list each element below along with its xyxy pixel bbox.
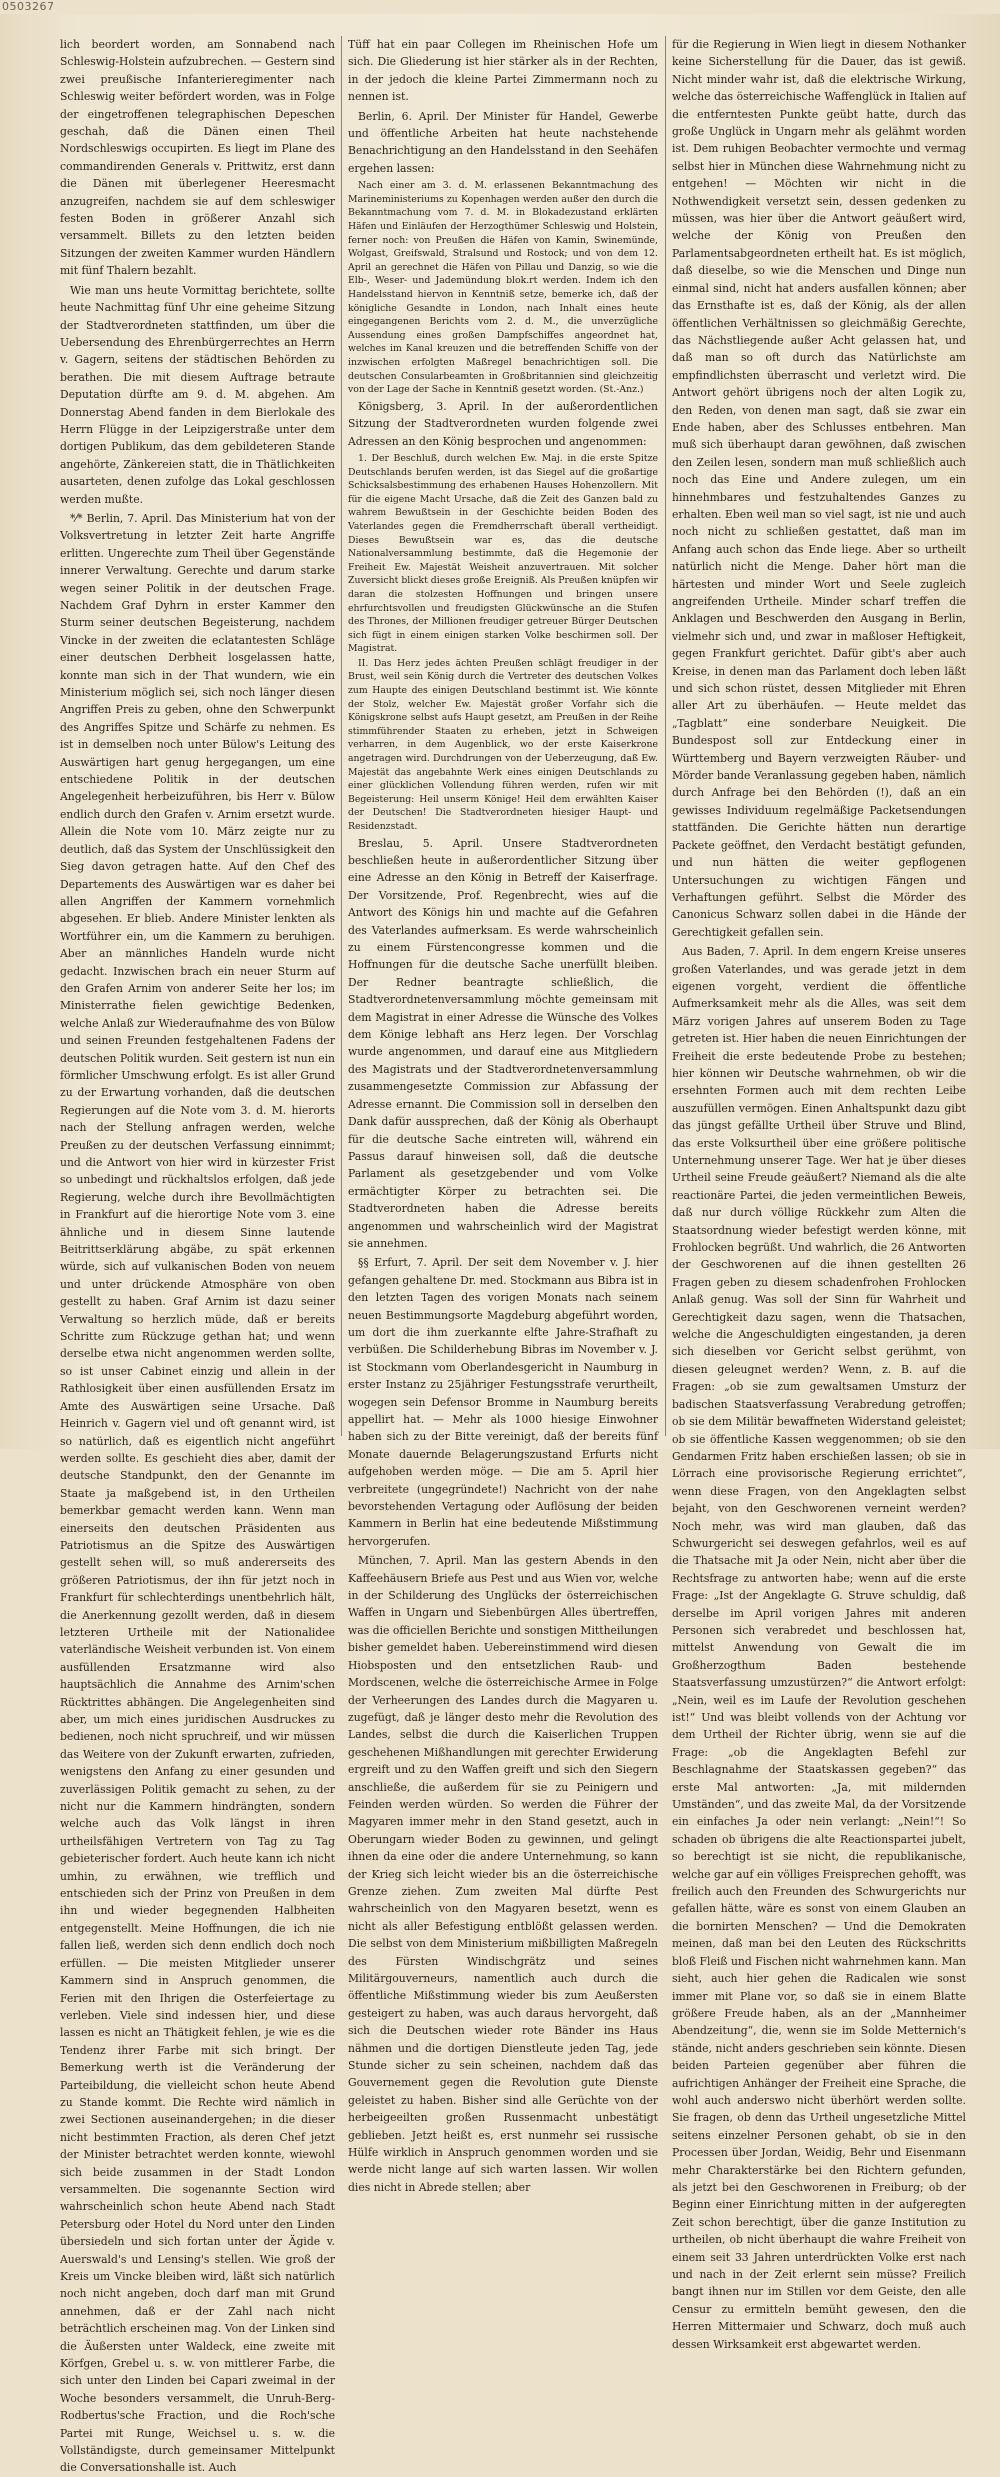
- paragraph: *⁄* Berlin, 7. April. Das Ministerium hat von der Volksvertretung in letzter Zeit harte Angriffe erlitten. Ungerechte zum Theil über Gegenstände innerer Verwaltung. Gerechte und darum starke wegen seiner Politik in der deutschen Frage. Nachdem Graf Dyhrn in erster Kammer den Sturm seiner deutschen Begeisterung, nachdem Vincke in der zweiten die eclatantesten Schläge einer deutschen Derbheit losgelassen hatte, konnte man sich in der That wundern, wie ein Ministerium möglich sei, sich noch länger diesen Angriffen Preis zu geben, ohne den Schwerpunkt des Angriffes Spitze und Schärfe zu nehmen. Es ist in demselben noch unter Bülow's Leitung des Auswärtigen hart genug hergegangen, um eine entschiedene Politik in der deutschen Angelegenheit herbeizuführen, bis Herr v. Bülow endlich durch den Grafen v. Arnim ersetzt wurde. Allein die Note vom 10. März zeigte nur zu deutlich, daß das System der Unschlüssigkeit den Sieg davon getragen hatte. Auf den Chef des Departements des Auswärtigen war es daher bei allen Angriffen der Kammern vornehmlich abgesehen. Er blieb. Andere Minister lenkten als Wortführer ein, um die Kammern zu beruhigen. Aber an männliches Handeln wurde nicht gedacht. Inzwischen brach ein neuer Sturm auf den Grafen Arnim von anderer Seite her los; im Ministerrathe fielen gewichtige Bedenken, welche Anlaß zur Wiederaufnahme des von Bülow und seinen Freunden festgehaltenen Fadens der deutschen Politik wurden. Seit gestern ist nun ein förmlicher Umschwung erfolgt. Es ist aller Grund zu der Erwartung vorhanden, daß die deutschen Regierungen auf die Note vom 3. d. M. hierorts nach der Stellung anfragen werden, welche Preußen zu der deutschen Verfassung einnimmt; und die Antwort von hier wird in kürzester Frist so unbedingt und rückhaltslos erfolgen, daß jede Regierung, welche durch ihre Bevollmächtigten in Frankfurt auf die hierortige Note vom 3. eine ähnliche und in diesem Sinne lautende Beitrittserklärung abgäbe, zu spät erkennen würde, sich auf vulkanischen Boden von neuem und unter drückende Atmosphäre von oben gestellt zu haben. Graf Arnim ist dazu seiner Verwaltung so herzlich müde, daß er bereits Schritte zum Rückzuge gethan hat; und wenn derselbe etwa nicht angenommen werden sollte, so ist unser Cabinet einzig und allein in der Rathlosigkeit über einen ausfüllenden Ersatz im Amte des Auswärtigen seine Ursache. Daß Heinrich v. Gagern viel und oft genannt wird, ist so natürlich, daß es eigentlich nicht angeführt werden sollte. Es geschieht dies aber, damit der deutsche Standpunkt, den der Genannte im Staate ja maßgebend ist, in den Urtheilen bemerkbar gemacht werden kann. Wenn man einerseits den deutschen Präsidenten aus Patriotismus an die Spitze des Auswärtigen gestellt sehen will, so muß andererseits des größeren Patriotismus, der ihn für jetzt noch in Frankfurt für schlechterdings unentbehrlich hält, die Anerkennung gezollt werden, daß in diesem letzteren Urtheile mit der Nationalidee vaterländische Weisheit verbunden ist. Von einem ausfüllenden Ersatzmanne wird also hauptsächlich die Annahme des Arnim'schen Rücktrittes abhängen. Die Angelegenheiten sind aber, um mich eines juridischen Ausdruckes zu bedienen, noch nicht spruchreif, und wir müssen das Weitere von der Zukunft erwarten, zufrieden, wenigstens den Anfang zu einer gesunden und zuverlässigen Politik gemacht zu sehen, zu der nicht nur die Kammern hindrängten, sondern welche auch das Volk längst in ihren urtheilsfähigen Vertretern von Tag zu Tag gebieterischer fordert. Auch heute kann ich nicht umhin, zu erwähnen, wie trefflich und entschieden sich der Prinz von Preußen in dem ihn und wieder begegnenden Halbheiten entgegenstellt. Meine Hoffnungen, die ich nie fallen ließ, werden sich denn endlich doch noch erfüllen. — Die meisten Mitglieder unserer Kammern sind in Anspruch genommen, die Ferien mit den Ihrigen die Osterfeiertage zu verleben. Viele sind indessen hier, und diese lassen es nicht an Thätigkeit fehlen, je wie es die Tendenz ihrer Farbe mit sich bringt. Der Bemerkung werth ist die Veränderung der Parteibildung, die vielleicht schon heute Abend zu Stande kommt. Die Rechte wird nämlich in zwei Sectionen auseinandergehen; in die dieser nicht bestimmten Fraction, als deren Chef jetzt der Minister betrachtet werden konnte, wiewohl sich beide zusammen in der Stadt London versammelten. Die sogenannte Section wird wahrscheinlich schon heute Abend nach Stadt Petersburg oder Hotel du Nord unter den Linden übersiedeln und sich fortan unter der Ägide v. Auerswald's und Lensing's stellen. Wie groß der Kreis um Vincke bleiben wird, läßt sich natürlich noch nicht angeben, doch darf man mit Grund annehmen, daß er der Zahl nach nicht beträchtlich erscheinen mag. Von der Linken sind die Äußersten unter Waldeck, eine zweite mit Körfgen, Grebel u. s. w. von mittlerer Farbe, die sich unter den Linden bei Capari zweimal in der Woche besonders versammelt, die Unruh-Berg-Rodbertus'sche Fraction, und die Roch'sche Partei mit Runge, Weichsel u. s. w. die Vollständigste, durch gemeinsamer Mittelpunkt die Conversationshalle ist. Auch: [60, 511, 335, 2475]
- paragraph: 1. Der Beschluß, durch welchen Ew. Maj. in die erste Spitze Deutschlands berufen werden, ist das Siegel auf die großartige Schicksalsbestimmung des erhabenen Hauses Hohenzollern. Mit für die eigene Macht Ursache, daß die Zeit des Ganzen bald zu wahrem Bewußtsein in der Geschichte beiden Boden des Vaterlandes gegen die Fremdherrschaft überall vertheidigt. Dieses Bewußtsein war es, das die deutsche Nationalversammlung bestimmte, daß die Hegemonie der Freiheit Ew. Majestät Weisheit anzuvertrauen. Mit solcher Zuversicht blickt dieses große Ereigniß. Als Preußen knüpfen wir daran die stolzesten Hoffnungen und bringen unsere ehrfurchtsvollen und freudigsten Glückwünsche an die Stufen des Thrones, der Millionen freudiger getreuer Bürger Deutschen sich fügt in einem einigen starken Volke beschirmen soll. Der Magistrat.: [348, 452, 658, 655]
- paragraph: Berlin, 6. April. Der Minister für Handel, Gewerbe und öffentliche Arbeiten hat heute nachstehende Benachrichtigung an den Handelsstand in den Seehäfen ergehen lassen:: [348, 109, 658, 175]
- column-left: [60, 36, 335, 2475]
- paragraph: Wie man uns heute Vormittag berichtete, sollte heute Nachmittag fünf Uhr eine geheime Sitzung der Stadtverordneten stattfinden, um über die Uebersendung des Ehrenbürgerrechtes an Herrn v. Gagern, seitens der städtischen Behörden zu berathen. Die mit diesem Auftrage betraute Deputation dürfte am 9. d. M. abgehen. Am Donnerstag Abend fanden in dem Bierlokale des Herrn Flügge in der Leipzigerstraße unter dem dortigen Publikum, das dem gebildeteren Stande angehörte, Zänkereien statt, die in Thätlichkeiten ausarteten, denen zufolge das Lokal geschlossen werden mußte.: [60, 283, 335, 506]
- paragraph: lich beordert worden, am Sonnabend nach Schleswig-Holstein aufzubrechen. — Gestern sind zwei preußische Infanterieregimenter nach Schleswig weiter befördert worden, was in Folge der eingetroffenen telegraphischen Depeschen geschah, daß die Dänen einen Theil Nordschleswigs occupirten. Es liegt im Plane des commandirenden Generals v. Prittwitz, erst dann die Dänen mit überlegener Heeresmacht anzugreifen, nachdem sie auf dem schleswiger festen Boden in größerer Anzahl sich versammelt. Billets zu den letzten beiden Sitzungen der zweiten Kammer wurden Händlern mit fünf Thalern bezahlt.: [60, 38, 335, 278]
- column-right: [672, 36, 966, 2351]
- address-texts: [348, 452, 658, 834]
- paragraph: München, 7. April. Man las gestern Abends in den Kaffeehäusern Briefe aus Pest und aus Wien vor, welche in der Schilderung des Unglücks der österreichischen Waffen in Ungarn und Siebenbürgen Alles übertreffen, was die officiellen Berichte und sonstigen Mittheilungen bisher gemeldet haben. Uebereinstimmend wird diesen Hiobsposten und den entsetzlichen Raub- und Mordscenen, welche die österreichische Armee in Folge der Verheerungen des Landes durch die Magyaren u. zugefügt, daß je länger desto mehr die Revolution des Landes, selbst die durch die Kaiserlichen Truppen geschehenen Mißhandlungen mit gerechter Erwiderung ergreift und zu den Waffen greift und sich den Siegern anschließe, die außerdem für sie zu Peinigern und Feinden werden würden. So werden die Führer der Magyaren immer mehr in den Stand gesetzt, auch in Oberungarn wieder Boden zu gewinnen, und gelingt ihnen da eine oder die andere Unternehmung, so kann der Krieg sich leicht wieder bis an die österreichische Grenze ziehen. Zum zweiten Mal dürfte Pest wahrscheinlich von den Magyaren besetzt, wenn es nicht als aller Befestigung entblößt gelassen werden. Die selbst von dem Ministerium mißbilligten Maßregeln des Fürsten Windischgrätz und seines Militärgouverneurs, namentlich auch durch die öffentliche Mißstimmung wieder bis zum Aeußersten gesteigert zu haben, was auch daraus hervorgeht, daß sich die Deutschen wieder rote Bänder ins Haus nähmen und die dortigen Dienstleute jeden Tag, jede Stunde sicher zu sein scheinen, nachdem daß das Gouvernement gegen die Revolution gute Dienste geleistet zu haben. Bisher sind alle Gerüchte von der herbeigeeilten großen Russenmacht unbestätigt geblieben. Jetzt heißt es, erst nunmehr sei russische Hülfe wirklich in Anspruch genommen worden und sie werde nicht lange auf sich warten lassen. Wir wollen dies nicht in Abrede stellen; aber: [348, 1554, 658, 2194]
- paragraph: Aus Baden, 7. April. In dem engern Kreise unseres großen Vaterlandes, und was gerade jetzt in dem eigenen vorgeht, verdient die öffentliche Aufmerksamkeit mehr als die Alles, was seit dem März vorigen Jahres auf unserem Boden zu Tage getreten ist. Hier haben die neuen Einrichtungen der Freiheit die erste bedeutende Probe zu bestehen; hier können wir Deutsche wahrnehmen, ob wir die ersehnten Formen auch mit dem rechten Leibe auszufüllen vermögen. Einen Anhaltspunkt dazu gibt das jüngst gefällte Urtheil über Struve und Blind, das erste Volksurtheil über eine größere politische Unternehmung unserer Tage. Wer hat je über dieses Urtheil seine Freude geäußert? Niemand als die alte reactionäre Partei, die jeden vermeintlichen Beweis, daß nur durch völlige Rückkehr zum Alten die Staatsordnung wieder befestigt werden könne, mit Frohlocken begrüßt. Und wahrlich, die 26 Antworten der Geschworenen auf die ihnen gestellten 26 Fragen geben zu diesem schadenfrohen Frohlocken Anlaß genug. Was soll der Sinn für Wahrheit und Gerechtigkeit dazu sagen, wenn die Thatsachen, welche die Angeschuldigten eingestanden, ja deren sich dieselben vor Gericht selbst gerühmt, von diesen geleugnet werden? Wenn, z. B. auf die Fragen: „ob sie zum gewaltsamen Umsturz der badischen Staatsverfassung Verabredung getroffen; ob sie dem Militär bewaffneten Widerstand geleistet; ob sie öffentliche Kassen weggenommen; ob sie den Gendarmen Fritz haben erschießen lassen; ob sie in Lörrach eine provisorische Regierung errichtet“, wenn diese Fragen, von den Angeklagten selbst bejaht, von den Geschworenen verneint werden? Noch mehr, was wird man glauben, daß das Schwurgericht sei deswegen gefahrlos, weil es auf die Thatsache mit Ja oder Nein, nicht aber über die Rechtsfrage zu antworten habe; wenn auf die erste Frage: „Ist der Angeklagte G. Struve schuldig, daß derselbe im April vorigen Jahres mit anderen Personen sich verabredet und beschlossen hat, mittelst Anwendung von Gewalt die im Großherzogthum Baden bestehende Staatsverfassung umzustürzen?“ die Antwort erfolgt: „Nein, weil es im Laufe der Revolution geschehen ist!“ Und was bleibt vollends von der Achtung vor dem Urtheil der Richter übrig, wenn sie auf die Frage: „ob die Angeklagten Befehl zur Beschlagnahme der Staatskassen gegeben?“ das erste Mal antworten: „Ja, mit mildernden Umständen“, und das zweite Mal, da der Vorsitzende ein einfaches Ja oder nein verlangt: „Nein!“! So schaden ob übrigens die alte Reactionspartei jubelt, so berechtigt ist sie nicht, die republikanische, welche gar auf ein völliges Freisprechen gehofft, was freilich auch den Freunden des Schwurgerichts nur gefallen hätte, wäre es sonst von einem Glauben an die bornirten Menschen? — Und die Demokraten meinen, daß man bei den Leuten des Rückschritts bloß Fleiß und Fischen nicht wahrnehmen kann. Man sieht, auch hier gehen die Radicalen wie sonst immer mit Plane vor, so daß sie in einem Blatte größere Freude haben, als an der „Mannheimer Abendzeitung“, die, wenn sie im Solde Metternich's stände, nicht anders geschrieben sein könnte. Diesen beiden Parteien gegenüber aber führen die aufrichtigen Anhänger der Freiheit eine Sprache, die wohl auch anderswo nicht überhört werden sollte. Sie fragen, ob denn das Urtheil ungesetzliche Mittel seitens einzelner Personen gehabt, ob sie in den Processen über Jordan, Weidig, Behr und Eisenmann mehr Charakterstärke bei den Richtern gefunden, als jetzt bei den Geschworenen in Freiburg; ob der Beginn einer Einrichtung mitten in der aufgeregten Zeit schon berechtigt, über die ganze Institution zu urtheilen, ob nicht überhaupt die wahre Freiheit von einem seit 33 Jahren unterdrückten Volke erst nach und nach in der Zeit erlernt sein müsse? Freilich bangt ihnen nur im Stillen vor dem Geiste, den alle Censur zu ermitteln bemüht gewesen, den die Herren Mittermaier und Schwarz, doch muß auch dessen Wirksamkeit erst abgewartet werden.: [672, 945, 966, 2351]
- paragraph: II. Das Herz jedes ächten Preußen schlägt freudiger in der Brust, weil sein König durch die Vertreter des deutschen Volkes zum Haupte des einigen Deutschland bestimmt ist. Wie könnte der Stolz, welcher Ew. Majestät großer Vorfahr sich die Königskrone selbst aufs Haupt gesetzt, am Preußen in der Reihe stimmführender Staaten zu erheben, jetzt in Schweigen verharren, in dem Augenblick, wo der erste Kaiserkrone angetragen wird. Durchdrungen von der Ueberzeugung, daß Ew. Majestät das angebahnte Werk eines einigen Deutschlands zu einer glücklichen Vollendung führen werden, rufen wir mit Begeisterung: Heil unserm Könige! Heil dem erwählten Kaiser der Deutschen! Die Stadtverordneten hiesiger Haupt- und Residenzstadt.: [348, 657, 658, 832]
- paragraph: Breslau, 5. April. Unsere Stadtverordneten beschließen heute in außerordentlicher Sitzung über eine Adresse an den König in Betreff der Kaiserfrage. Der Vorsitzende, Prof. Regenbrecht, wies auf die Antwort des Königs hin und machte auf die Gefahren des Vaterlandes aufmerksam. Es werde wahrscheinlich zu einem Fürstencongresse kommen und die Hoffnungen für die deutsche Sache unerfüllt bleiben. Der Redner beantragte schließlich, die Stadtverordnetenversammlung möchte gemeinsam mit dem Magistrat in einer Adresse die Wünsche des Volkes dem Könige lebhaft ans Herz legen. Der Vorschlag wurde angenommen, und darauf eine aus Mitgliedern des Magistrats und der Stadtverordnetenversammlung zusammengesetzte Commission zur Abfassung der Adresse ernannt. Die Commission soll in derselben den Dank dafür aussprechen, daß der König als Oberhaupt für die deutsche Sache eintreten will, während ein Passus darauf hinweisen soll, daß die deutsche Parlament als gesetzgebender und vom Volke ermächtigter Körper zu betrachten sei. Die Stadtverordneten haben die Adresse bereits angenommen und wahrscheinlich wird der Magistrat sie annehmen.: [348, 836, 658, 1250]
- page-id-label: 0503267: [2, 0, 55, 13]
- paragraph: §§ Erfurt, 7. April. Der seit dem November v. J. hier gefangen gehaltene Dr. med. Stockmann aus Bibra ist in den letzten Tagen des vorigen Monats nach seinem neuen Bestimmungsorte Magdeburg abgeführt worden, um dort die ihm zuerkannte elfte Jahre-Strafhaft zu verbüßen. Die Schilderhebung Bibras im November v. J. ist Stockmann vom Oberlandesgericht in Naumburg in erster Instanz zu 25jähriger Festungsstrafe verurtheilt, wogegen sein Defensor Bromme in Naumburg bereits appellirt hat. — Mehr als 1000 hiesige Einwohner haben sich zu der Bitte vereinigt, daß der bereits fünf Monate dauernde Belagerungszustand Erfurts nicht aufgehoben werden möge. — Die am 5. April hier verbreitete (ungegründete!) Nachricht von der nahe bevorstehenden Vertagung oder Auflösung der beiden Kammern in Berlin hat eine bedeutende Mißstimmung hervorgerufen.: [348, 1256, 658, 1548]
- paragraph: für die Regierung in Wien liegt in diesem Nothanker keine Sicherstellung für die Dauer, das ist gewiß. Nicht minder wahr ist, daß die elektrische Wirkung, welche das österreichische Waffenglück in Italien auf die entferntesten Punkte geübt hatte, durch das große Unglück in Ungarn mehr als gelähmt worden ist. Dem ruhigen Beobachter vermochte und vermag selbst hier in München diese Wahrnehmung nicht zu entgehen! — Möchten wir nicht in die Nothwendigkeit versetzt sein, dessen gedenken zu müssen, was hier über die Antwort geäußert wird, welche der König von Preußen den Parlamentsabgeordneten ertheilt hat. Es ist möglich, daß dieselbe, so wie die Menschen und Dinge nun einmal sind, nicht hat anders ausfallen können; aber das Ernsthafte ist es, daß der König, als der allen öffentlichen Verhältnissen so gleichmäßig Gerechte, das Nächstliegende außer Acht gelassen hat, und daß man so oft durch das Natürlichste am empfindlichsten überrascht und verletzt wird. Die Antwort gehört übrigens noch der alten Logik zu, den Reden, von denen man sagt, daß sie zwar ein Ende haben, aber des Schlusses entbehren. Man muß sich überhaupt daran gewöhnen, daß zwischen den Zeilen lesen, sondern man muß schließlich auch noch das Eine und Andere zulegen, um ein hinnehmbares und festzuhaltendes Ganzes zu erhalten. Eben weil man so viel sagt, ist nie und auch noch nicht zu schließen gestattet, daß man im Anfang auch schon das Ende liege. Aber so urtheilt natürlich nicht die Menge. Daher hört man die härtesten und minder Wort und Seele zugleich angreifenden Urtheile. Minder scharf treffen die Anklagen und Beschwerden den Ausgang in Berlin, vielmehr sich und, und zwar in maßloser Heftigkeit, gegen Frankfurt gerichtet. Dafür gibt's aber auch Kreise, in denen man das Parlament doch leben läßt und sich schon rüstet, dessen Mitglieder mit Ehren aller Art zu überhäufen. — Heute meldet das „Tagblatt“ eine sonderbare Neuigkeit. Die Bundespost soll zur Entdeckung einer in Württemberg und Bayern verzweigten Räuber- und Mörder bande Veranlassung gegeben haben, nämlich durch Anfrage bei den Behörden (!), daß an ein gewisses Individuum regelmäßige Packetsendungen stattfänden. Die Gerichte hätten nun derartige Packete geöffnet, den Verdacht bestätigt gefunden, und nun hätten die weiter gepflogenen Untersuchungen zu wichtigen Fängen und Verhaftungen geführt. Selbst die Mörder des Canonicus Schwarz sollen dabei in die Hände der Gerechtigkeit gefallen sein.: [672, 38, 966, 939]
- paragraph: Nach einer am 3. d. M. erlassenen Bekanntmachung des Marineministeriums zu Kopenhagen werden außer den durch die Bekanntmachung vom 7. d. M. in Blokadezustand erklärten Häfen und Einläufen der Herzogthümer Schleswig und Holstein, ferner noch: von Preußen die Häfen von Kamin, Swinemünde, Wolgast, Greifswald, Stralsund und Rostock; und von dem 12. April an gerechnet die Häfen von Pillau und Danzig, so wie die Elb-, Weser- und Jademündung blok.rt werden. Indem ich den Handelsstand hiervon in Kenntniß setze, bemerke ich, daß der königliche Gesandte in London, nach Inhalt eines heute eingegangenen Berichts vom 2. d. M., die unverzügliche Aussendung eines großen Dampfschiffes angeordnet hat, welches im Kanal kreuzen und die betreffenden Schiffe von der inzwischen erfolgten Maßregel benachrichtigen soll. Die deutschen Consularbeamten in Großbritannien sind gleichzeitig von der Lage der Sache in Kenntniß gesetzt worden. (St.-Anz.): [348, 180, 658, 396]
- paragraph: Königsberg, 3. April. In der außerordentlichen Sitzung der Stadtverordneten wurden folgende zwei Adressen an den König besprochen und angenommen:: [348, 399, 658, 448]
- official-notice: [348, 179, 658, 397]
- paragraph: Tüff hat ein paar Collegen im Rheinischen Hofe um sich. Die Gliederung ist hier stärker als in der Rechten, in der jedoch die kleine Partei Zimmermann noch zu nennen ist.: [348, 38, 658, 104]
- column-middle: [348, 36, 658, 2194]
- column-divider: [665, 36, 666, 1436]
- column-divider: [341, 36, 342, 1436]
- newspaper-page: [0, 14, 1000, 2475]
